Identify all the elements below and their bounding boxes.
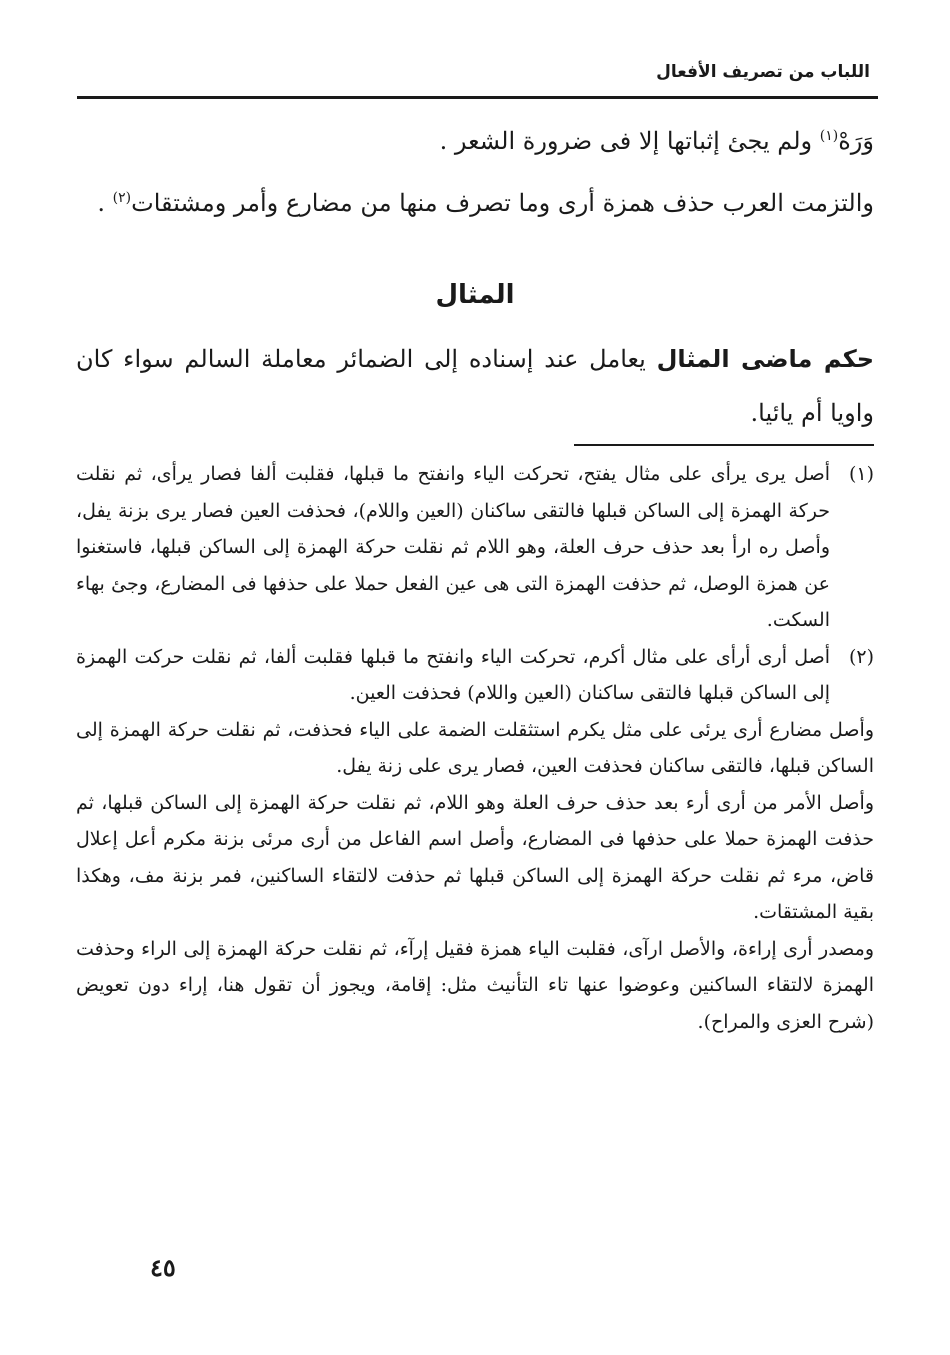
footnote-2-continuation-body [76, 712, 874, 1041]
section-heading: المثال [435, 280, 515, 310]
footnote-2-paragraph: وأصل مضارع أرى يرئى على مثل يكرم استثقلت الضمة على الياء فحذفت، ثم نقلت حركة الهمزة إلى الساكن قبلها، فالتقى ساكنان فحذفت العين، فصار يرى على زنة يفل. [76, 718, 874, 777]
main-line-1 [76, 114, 874, 168]
page-number: ٤٥ [150, 1253, 176, 1282]
running-header-title: اللباب من تصريف الأفعال [656, 62, 870, 82]
rule-term: حكم ماضى المثال [656, 345, 874, 373]
footnote-2 [76, 639, 874, 712]
footnote-1 [76, 456, 874, 639]
rule-paragraph [76, 332, 874, 440]
footnote-2-paragraph: ومصدر أرى إراءة، والأصل ارآى، فقلبت الياء همزة فقيل إرآء، ثم نقلت حركة الهمزة إلى الراء وحذفت الهمزة لالتقاء الساكنين وعوضوا عنها تاء التأنيث مثل: إقامة، ويجوز أن تقول هنا، إراء دون تعويض (شرح العزى والمراح). [76, 937, 874, 1033]
main-text-block [76, 114, 874, 230]
main-paragraph-2 [76, 176, 874, 230]
header-rule [77, 96, 878, 99]
footnote-2-number: (٢) [848, 645, 874, 668]
main-paragraph-2-end: . [97, 189, 113, 217]
footnote-ref-1[interactable]: (١) [819, 128, 839, 144]
footnote-2-paragraph: وأصل الأمر من أرى أرء بعد حذف حرف العلة وهو اللام، ثم نقلت حركة الهمزة إلى الساكن قبلها، ثم حذفت الهمزة حملا على حذفها فى المضارع، وأصل اسم الفاعل من أرى مرئى بزنة مكرم أعل إعلال قاض، مرء ثم نقلت حركة الهمزة إلى الساكن قبلها ثم حذفت لالتقاء الساكنين، فمر بزنة مف، وهكذا بقية المشتقات. [76, 791, 874, 923]
main-line-1-rest: ولم يجئ إثباتها إلا فى ضرورة الشعر . [439, 127, 820, 155]
footnote-1-body [76, 456, 830, 639]
rule-text: يعامل عند إسناده إلى الضمائر معاملة السالم سواء كان واويا أم يائيا. [76, 345, 874, 427]
footnote-1-number: (١) [848, 463, 874, 485]
main-line-1-word: وَرَهْ [838, 127, 874, 155]
footnote-1-paragraph: أصل يرى يرأى على مثال يفتح، تحركت الياء وانفتح ما قبلها، فقلبت ألفا فصار يرأى، ثم نقلت حركة الهمزة إلى الساكن قبلها فالتقى ساكنان (العين واللام)، فحذفت العين فصار يرى بزنة يفل، وأصل ره ارأ بعد حذف حرف العلة، وهو اللام ثم نقلت حركة الهمزة إلى الساكن قبلها، فاستغنوا عن همزة الوصل، ثم حذفت الهمزة التى هى عين الفعل حملا على حذفها فى المضارع، وجئ بهاء السكت. [76, 463, 830, 631]
footnotes-block [76, 456, 874, 1040]
footnote-separator [574, 444, 874, 446]
main-paragraph-2-text: والتزمت العرب حذف همزة أرى وما تصرف منها من مضارع وأمر ومشتقات [131, 189, 874, 217]
footnote-2-paragraph: أصل أرى أرأى على مثال أكرم، تحركت الياء وانفتح ما قبلها فقلبت ألفا، ثم نقلت حركت الهمزة إلى الساكن قبلها فالتقى ساكنان (العين واللام) فحذفت العين. [76, 645, 830, 704]
footnote-2-body [76, 639, 830, 712]
footnote-2-continuation [76, 712, 874, 1041]
footnote-ref-2[interactable]: (٢) [112, 190, 132, 206]
